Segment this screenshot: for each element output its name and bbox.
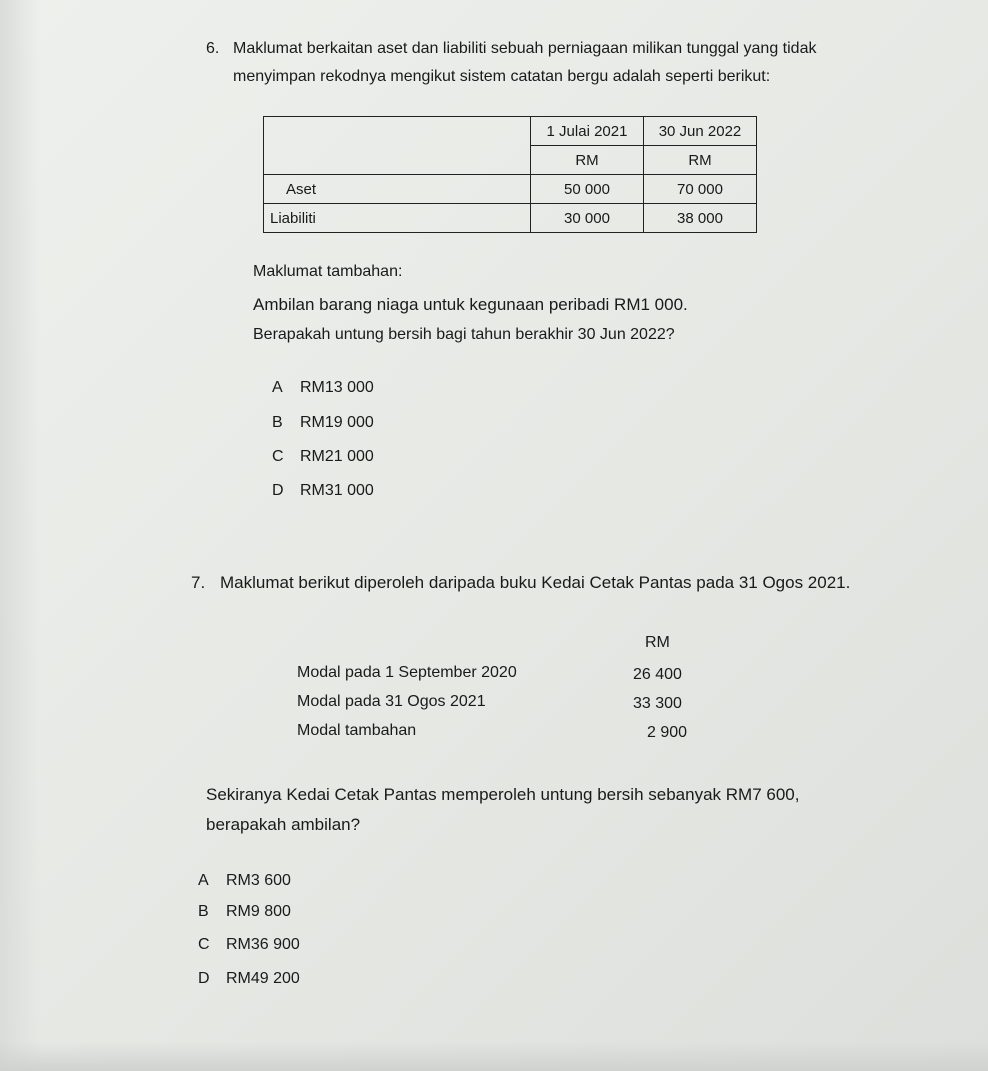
q6-option-b[interactable] <box>272 414 374 432</box>
q6-option-c[interactable] <box>272 448 374 466</box>
row-label-aset: Aset <box>264 175 531 204</box>
option-letter: C <box>272 448 284 465</box>
q7-option-b[interactable] <box>198 903 291 921</box>
q7-item-value: 33 300 <box>633 695 682 712</box>
option-text: RM36 900 <box>226 936 300 953</box>
option-text: RM21 000 <box>300 448 374 465</box>
q7-option-c[interactable] <box>198 936 300 954</box>
header-date-2: 30 Jun 2022 <box>644 117 757 146</box>
table-row <box>264 204 757 233</box>
q7-number: 7. <box>191 573 206 592</box>
table-empty-header <box>264 117 531 175</box>
table-cell: 50 000 <box>531 175 644 204</box>
option-text: RM9 800 <box>226 903 291 920</box>
table-row <box>264 175 757 204</box>
option-letter: A <box>272 379 283 396</box>
table-cell: 30 000 <box>531 204 644 233</box>
asset-liability-table <box>263 116 757 233</box>
option-text: RM49 200 <box>226 970 300 987</box>
option-text: RM13 000 <box>300 379 374 396</box>
option-letter: B <box>272 414 283 431</box>
q7-question-line2: berapakah ambilan? <box>206 815 361 834</box>
q7-item-label: Modal pada 31 Ogos 2021 <box>297 693 486 710</box>
table-cell: 38 000 <box>644 204 757 233</box>
header-unit-2: RM <box>644 146 757 175</box>
q6-text-line1: Maklumat berkaitan aset dan liabiliti sebuah perniagaan milikan tunggal yang tidak <box>233 40 817 57</box>
q7-option-d[interactable] <box>198 970 300 988</box>
q7-intro: Maklumat berikut diperoleh daripada buku Kedai Cetak Pantas pada 31 Ogos 2021. <box>220 573 851 592</box>
q7-item-value: 2 900 <box>647 724 688 741</box>
page-bottom-shadow <box>0 1041 988 1071</box>
q6-option-a[interactable] <box>272 379 374 397</box>
option-letter: D <box>198 970 210 987</box>
q7-unit: RM <box>645 634 670 651</box>
option-letter: C <box>198 936 210 953</box>
header-unit-1: RM <box>531 146 644 175</box>
q7-item-label: Modal pada 1 September 2020 <box>297 664 517 681</box>
q6-text-line2: menyimpan rekodnya mengikut sistem catatan bergu adalah seperti berikut: <box>233 68 771 85</box>
option-text: RM31 000 <box>300 482 374 499</box>
q7-item-label: Modal tambahan <box>297 722 417 739</box>
q7-item-value: 26 400 <box>633 666 682 683</box>
q6-option-d[interactable] <box>272 482 374 500</box>
q6-question: Berapakah untung bersih bagi tahun berakhir 30 Jun 2022? <box>253 326 675 343</box>
option-text: RM3 600 <box>226 872 291 889</box>
table-header-row <box>264 117 757 146</box>
row-label-liabiliti: Liabiliti <box>264 204 531 233</box>
table-cell: 70 000 <box>644 175 757 204</box>
q7-option-a[interactable] <box>198 872 291 890</box>
option-letter: D <box>272 482 284 499</box>
option-letter: B <box>198 903 209 920</box>
option-letter: A <box>198 872 209 889</box>
header-date-1: 1 Julai 2021 <box>531 117 644 146</box>
q6-extra-text: Ambilan barang niaga untuk kegunaan peribadi RM1 000. <box>253 295 688 314</box>
q6-number: 6. <box>206 40 220 57</box>
q6-extra-title: Maklumat tambahan: <box>253 263 403 280</box>
option-text: RM19 000 <box>300 414 374 431</box>
q7-question-line1: Sekiranya Kedai Cetak Pantas memperoleh untung bersih sebanyak RM7 600, <box>206 785 800 804</box>
page-edge-shadow <box>0 0 40 1071</box>
